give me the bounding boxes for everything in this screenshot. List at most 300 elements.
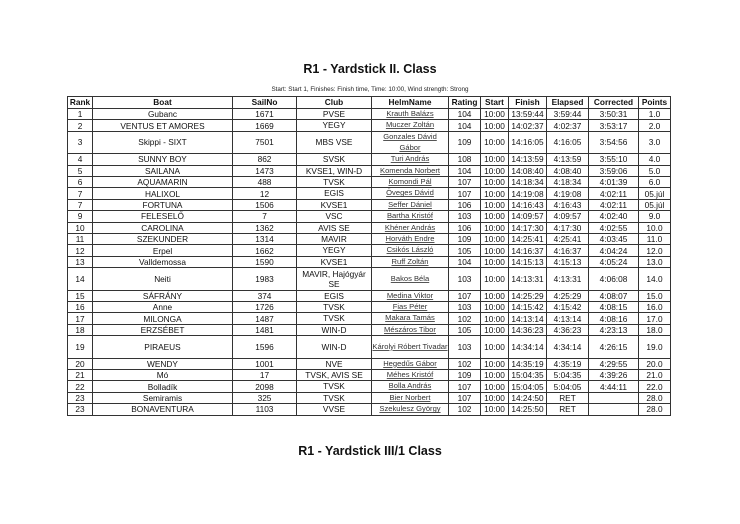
helm-name-link[interactable]: Komondi Pál [388, 177, 432, 187]
rank-cell: 9 [68, 211, 93, 222]
elapsed-cell: 4:15:42 [547, 302, 589, 313]
helm-name-link[interactable]: Ruff Zoltán [391, 256, 429, 266]
rating-cell: 102 [449, 313, 481, 324]
elapsed-cell: 4:25:29 [547, 290, 589, 301]
start-cell: 10:00 [481, 381, 509, 392]
race-info: Start: Start 1, Finishes: Finish time, Time: 10:00, Wind strength: Strong [271, 86, 469, 93]
points-cell: 05.júl [639, 199, 671, 210]
helm-name-link[interactable]: Bartha Kristóf [386, 211, 433, 221]
sailno-cell: 2098 [233, 381, 297, 392]
points-cell: 3.0 [639, 131, 671, 153]
points-cell: 10.0 [639, 222, 671, 233]
club-cell: WIN-D [297, 336, 372, 358]
finish-cell: 14:08:40 [509, 165, 547, 176]
table-row [68, 199, 671, 210]
finish-cell: 14:35:19 [509, 358, 547, 369]
rating-cell: 103 [449, 268, 481, 290]
points-cell: 28.0 [639, 392, 671, 403]
table-row [68, 131, 671, 153]
corrected-cell: 4:23:13 [589, 324, 639, 335]
elapsed-cell: 4:34:14 [547, 336, 589, 358]
points-cell: 11.0 [639, 234, 671, 245]
boat-cell: Erpel [93, 245, 233, 256]
sailno-cell: 7501 [233, 131, 297, 153]
rating-cell: 107 [449, 188, 481, 199]
finish-cell: 14:34:14 [509, 336, 547, 358]
helm-link[interactable] [372, 222, 449, 233]
start-cell: 10:00 [481, 165, 509, 176]
table-row [68, 177, 671, 188]
sailno-cell: 1596 [233, 336, 297, 358]
helm-name-link[interactable]: Medina Viktor [386, 290, 434, 300]
elapsed-cell: 4:08:40 [547, 165, 589, 176]
rank-cell: 16 [68, 302, 93, 313]
rating-cell: 108 [449, 154, 481, 165]
club-cell: MBS VSE [297, 131, 372, 153]
club-cell: EGIS [297, 188, 372, 199]
points-cell: 12.0 [639, 245, 671, 256]
table-row [68, 290, 671, 301]
points-cell: 9.0 [639, 211, 671, 222]
rank-cell: 20 [68, 358, 93, 369]
helm-link[interactable] [372, 381, 449, 392]
start-cell: 10:00 [481, 302, 509, 313]
finish-cell: 14:19:08 [509, 188, 547, 199]
finish-cell: 14:36:23 [509, 324, 547, 335]
sailno-cell: 862 [233, 154, 297, 165]
helm-link[interactable] [372, 211, 449, 222]
start-cell: 10:00 [481, 336, 509, 358]
start-cell: 10:00 [481, 199, 509, 210]
helm-link[interactable] [372, 165, 449, 176]
club-cell: PVSE [297, 109, 372, 120]
boat-cell: Skippi - SIXT [93, 131, 233, 153]
table-row [68, 358, 671, 369]
club-cell: MAVIR [297, 234, 372, 245]
helm-name-link[interactable]: Gonzales Dávid Gábor [383, 132, 437, 152]
rating-cell: 102 [449, 404, 481, 415]
start-cell: 10:00 [481, 392, 509, 403]
helm-link[interactable] [372, 245, 449, 256]
helm-name-link[interactable]: Méhes Kristóf [386, 370, 434, 380]
helm-name-link[interactable]: Fias Péter [392, 302, 428, 312]
sailno-cell: 1506 [233, 199, 297, 210]
sailno-cell: 325 [233, 392, 297, 403]
points-cell: 14.0 [639, 268, 671, 290]
corrected-cell: 4:02:11 [589, 199, 639, 210]
points-cell: 16.0 [639, 302, 671, 313]
finish-cell: 14:13:59 [509, 154, 547, 165]
table-row [68, 381, 671, 392]
finish-cell: 14:16:05 [509, 131, 547, 153]
table-row [68, 256, 671, 267]
corrected-cell: 4:44:11 [589, 381, 639, 392]
col-rating: Rating [449, 97, 481, 109]
boat-cell: Semiramis [93, 392, 233, 403]
corrected-cell: 4:08:07 [589, 290, 639, 301]
rating-cell: 109 [449, 131, 481, 153]
club-cell: TVSK [297, 302, 372, 313]
start-cell: 10:00 [481, 188, 509, 199]
helm-name-link[interactable]: Öveges Dávid [386, 188, 434, 198]
start-cell: 10:00 [481, 120, 509, 131]
boat-cell: Gubanc [93, 109, 233, 120]
club-cell: WIN-D [297, 324, 372, 335]
rating-cell: 109 [449, 370, 481, 381]
points-cell: 22.0 [639, 381, 671, 392]
points-cell: 05.júl [639, 188, 671, 199]
helm-link[interactable] [372, 404, 449, 415]
elapsed-cell: 4:02:37 [547, 120, 589, 131]
corrected-cell: 4:03:45 [589, 234, 639, 245]
corrected-cell: 4:01:39 [589, 177, 639, 188]
sailno-cell: 1983 [233, 268, 297, 290]
col-points: Points [639, 97, 671, 109]
corrected-cell: 4:05:24 [589, 256, 639, 267]
sailno-cell: 12 [233, 188, 297, 199]
table-row [68, 120, 671, 131]
table-row [68, 188, 671, 199]
corrected-cell [589, 404, 639, 415]
club-cell: KVSE1 [297, 256, 372, 267]
rating-cell: 103 [449, 336, 481, 358]
table-row [68, 268, 671, 290]
club-cell: KVSE1, WIN-D [297, 165, 372, 176]
boat-cell: PIRAEUS [93, 336, 233, 358]
finish-cell: 14:18:34 [509, 177, 547, 188]
elapsed-cell: RET [547, 392, 589, 403]
helm-name-link[interactable]: Bolla András [388, 381, 432, 391]
helm-name-link[interactable]: Krauth Balázs [386, 109, 434, 118]
col-club: Club [297, 97, 372, 109]
header-row [68, 97, 671, 109]
rating-cell: 105 [449, 245, 481, 256]
points-cell: 17.0 [639, 313, 671, 324]
rank-cell: 7 [68, 188, 93, 199]
boat-cell: Neiti [93, 268, 233, 290]
rating-cell: 105 [449, 324, 481, 335]
club-cell: TVSK [297, 177, 372, 188]
rank-cell: 2 [68, 120, 93, 131]
points-cell: 2.0 [639, 120, 671, 131]
club-cell: VSC [297, 211, 372, 222]
sailno-cell: 1669 [233, 120, 297, 131]
col-rank: Rank [68, 97, 93, 109]
boat-cell: MILONGA [93, 313, 233, 324]
rating-cell: 102 [449, 358, 481, 369]
corrected-cell: 4:08:15 [589, 302, 639, 313]
helm-name-link[interactable]: Hegedűs Gábor [383, 358, 437, 368]
helm-name-link[interactable]: Mészáros Tibor [384, 324, 436, 334]
boat-cell: SUNNY BOY [93, 154, 233, 165]
table-row [68, 234, 671, 245]
boat-cell: FELESELŐ [93, 211, 233, 222]
helm-name-link[interactable]: Szekulesz György [379, 404, 441, 414]
sailno-cell: 1590 [233, 256, 297, 267]
club-cell: VVSE [297, 404, 372, 415]
table-row [68, 211, 671, 222]
corrected-cell: 3:53:17 [589, 120, 639, 131]
club-cell: NVE [297, 358, 372, 369]
points-cell: 13.0 [639, 256, 671, 267]
elapsed-cell: 4:13:31 [547, 268, 589, 290]
finish-cell: 14:15:42 [509, 302, 547, 313]
club-cell: KVSE1 [297, 199, 372, 210]
helm-name-link[interactable]: Muczer Zoltán [385, 120, 435, 130]
helm-link[interactable] [372, 313, 449, 324]
class-title: R1 - Yardstick II. Class [303, 62, 437, 76]
boat-cell: ERZSÉBET [93, 324, 233, 335]
rank-cell: 23 [68, 404, 93, 415]
rating-cell: 103 [449, 302, 481, 313]
sailno-cell: 1487 [233, 313, 297, 324]
helm-name-link[interactable]: Turi András [390, 154, 430, 164]
helm-name-link[interactable]: Bakos Béla [390, 273, 430, 283]
boat-cell: HALIXOL [93, 188, 233, 199]
helm-link[interactable] [372, 370, 449, 381]
helm-link[interactable] [372, 177, 449, 188]
finish-cell: 14:16:43 [509, 199, 547, 210]
helm-link[interactable] [372, 256, 449, 267]
sailno-cell: 1103 [233, 404, 297, 415]
points-cell: 18.0 [639, 324, 671, 335]
sailno-cell: 7 [233, 211, 297, 222]
helm-link[interactable] [372, 336, 449, 358]
rating-cell: 106 [449, 222, 481, 233]
club-cell: TVSK [297, 381, 372, 392]
rating-cell: 104 [449, 256, 481, 267]
sailno-cell: 1001 [233, 358, 297, 369]
corrected-cell [589, 392, 639, 403]
finish-cell: 14:24:50 [509, 392, 547, 403]
helm-link[interactable] [372, 302, 449, 313]
start-cell: 10:00 [481, 211, 509, 222]
boat-cell: BONAVENTURA [93, 404, 233, 415]
rating-cell: 107 [449, 381, 481, 392]
corrected-cell: 3:50:31 [589, 109, 639, 120]
helm-name-link[interactable]: Komenda Norbert [380, 165, 440, 175]
col-elapsed: Elapsed [547, 97, 589, 109]
table-row [68, 313, 671, 324]
finish-cell: 14:25:41 [509, 234, 547, 245]
boat-cell: SZEKUNDER [93, 234, 233, 245]
helm-name-link[interactable]: Bier Norbert [389, 392, 431, 402]
rating-cell: 103 [449, 211, 481, 222]
table-row [68, 245, 671, 256]
elapsed-cell: 4:16:05 [547, 131, 589, 153]
start-cell: 10:00 [481, 109, 509, 120]
col-helmname: HelmName [372, 97, 449, 109]
start-cell: 10:00 [481, 222, 509, 233]
rank-cell: 11 [68, 234, 93, 245]
elapsed-cell: 4:36:23 [547, 324, 589, 335]
helm-name-link[interactable]: Horváth Endre [385, 234, 435, 244]
club-cell: EGIS [297, 290, 372, 301]
sailno-cell: 374 [233, 290, 297, 301]
helm-link[interactable] [372, 109, 449, 120]
start-cell: 10:00 [481, 324, 509, 335]
start-cell: 10:00 [481, 404, 509, 415]
helm-name-link[interactable]: Csikós László [386, 245, 434, 255]
helm-link[interactable] [372, 188, 449, 199]
rank-cell: 1 [68, 109, 93, 120]
boat-cell: Mó [93, 370, 233, 381]
points-cell: 21.0 [639, 370, 671, 381]
rating-cell: 104 [449, 165, 481, 176]
start-cell: 10:00 [481, 290, 509, 301]
sailno-cell: 1726 [233, 302, 297, 313]
finish-cell: 14:25:29 [509, 290, 547, 301]
col-start: Start [481, 97, 509, 109]
helm-link[interactable] [372, 154, 449, 165]
table-row [68, 165, 671, 176]
boat-cell: VENTUS ET AMORES [93, 120, 233, 131]
elapsed-cell: 4:17:30 [547, 222, 589, 233]
rank-cell: 19 [68, 336, 93, 358]
sailno-cell: 1671 [233, 109, 297, 120]
rank-cell: 14 [68, 268, 93, 290]
corrected-cell: 4:26:15 [589, 336, 639, 358]
rank-cell: 6 [68, 177, 93, 188]
start-cell: 10:00 [481, 256, 509, 267]
table-row [68, 370, 671, 381]
rank-cell: 18 [68, 324, 93, 335]
sailno-cell: 488 [233, 177, 297, 188]
elapsed-cell: 4:15:13 [547, 256, 589, 267]
elapsed-cell: 4:19:08 [547, 188, 589, 199]
sailno-cell: 1481 [233, 324, 297, 335]
table-row [68, 154, 671, 165]
elapsed-cell: 4:18:34 [547, 177, 589, 188]
sailno-cell: 1362 [233, 222, 297, 233]
helm-link[interactable] [372, 358, 449, 369]
finish-cell: 14:16:37 [509, 245, 547, 256]
start-cell: 10:00 [481, 177, 509, 188]
rank-cell: 10 [68, 222, 93, 233]
start-cell: 10:00 [481, 268, 509, 290]
rating-cell: 106 [449, 199, 481, 210]
boat-cell: CAROLINA [93, 222, 233, 233]
sailno-cell: 1473 [233, 165, 297, 176]
club-cell: MAVIR, Hajógyár SE [297, 268, 372, 290]
rating-cell: 107 [449, 177, 481, 188]
elapsed-cell: 4:25:41 [547, 234, 589, 245]
elapsed-cell: 4:13:59 [547, 154, 589, 165]
rank-cell: 13 [68, 256, 93, 267]
rating-cell: 104 [449, 120, 481, 131]
corrected-cell: 3:54:56 [589, 131, 639, 153]
table-row [68, 302, 671, 313]
finish-cell: 15:04:05 [509, 381, 547, 392]
elapsed-cell: 5:04:05 [547, 381, 589, 392]
finish-cell: 14:09:57 [509, 211, 547, 222]
sailno-cell: 17 [233, 370, 297, 381]
club-cell: YEGY [297, 245, 372, 256]
boat-cell: Bolladík [93, 381, 233, 392]
helm-link[interactable] [372, 324, 449, 335]
results-table [67, 96, 671, 416]
helm-link[interactable] [372, 268, 449, 290]
points-cell: 20.0 [639, 358, 671, 369]
elapsed-cell: RET [547, 404, 589, 415]
helm-name-link[interactable]: Seffer Dániel [388, 199, 432, 209]
finish-cell: 13:59:44 [509, 109, 547, 120]
boat-cell: Anne [93, 302, 233, 313]
rating-cell: 107 [449, 392, 481, 403]
helm-link[interactable] [372, 199, 449, 210]
finish-cell: 14:15:13 [509, 256, 547, 267]
rating-cell: 104 [449, 109, 481, 120]
corrected-cell: 4:02:40 [589, 211, 639, 222]
helm-name-link[interactable]: Makara Tamás [385, 313, 435, 323]
finish-cell: 14:25:50 [509, 404, 547, 415]
rank-cell: 23 [68, 392, 93, 403]
corrected-cell: 3:59:06 [589, 165, 639, 176]
club-cell: TVSK, AVIS SE [297, 370, 372, 381]
elapsed-cell: 4:16:43 [547, 199, 589, 210]
boat-cell: AQUAMARIN [93, 177, 233, 188]
boat-cell: FORTUNA [93, 199, 233, 210]
start-cell: 10:00 [481, 234, 509, 245]
elapsed-cell: 4:09:57 [547, 211, 589, 222]
elapsed-cell: 4:16:37 [547, 245, 589, 256]
rank-cell: 15 [68, 290, 93, 301]
finish-cell: 14:13:14 [509, 313, 547, 324]
elapsed-cell: 5:04:35 [547, 370, 589, 381]
col-finish: Finish [509, 97, 547, 109]
helm-name-link[interactable]: Khéner András [384, 222, 436, 232]
corrected-cell: 4:06:08 [589, 268, 639, 290]
rank-cell: 17 [68, 313, 93, 324]
points-cell: 28.0 [639, 404, 671, 415]
rank-cell: 4 [68, 154, 93, 165]
helm-link[interactable] [372, 234, 449, 245]
points-cell: 4.0 [639, 154, 671, 165]
elapsed-cell: 3:59:44 [547, 109, 589, 120]
points-cell: 15.0 [639, 290, 671, 301]
rating-cell: 107 [449, 290, 481, 301]
finish-cell: 14:13:31 [509, 268, 547, 290]
boat-cell: Valldemossa [93, 256, 233, 267]
helm-name-link[interactable]: Károlyi Róbert Tivadar [372, 341, 448, 351]
helm-link[interactable] [372, 120, 449, 131]
corrected-cell: 4:39:26 [589, 370, 639, 381]
corrected-cell: 4:04:24 [589, 245, 639, 256]
helm-link[interactable] [372, 392, 449, 403]
table-row [68, 392, 671, 403]
corrected-cell: 4:02:11 [589, 188, 639, 199]
club-cell: SVSK [297, 154, 372, 165]
points-cell: 6.0 [639, 177, 671, 188]
elapsed-cell: 4:35:19 [547, 358, 589, 369]
table-row [68, 324, 671, 335]
corrected-cell: 3:55:10 [589, 154, 639, 165]
helm-link[interactable] [372, 290, 449, 301]
col-boat: Boat [93, 97, 233, 109]
points-cell: 19.0 [639, 336, 671, 358]
rating-cell: 109 [449, 234, 481, 245]
club-cell: AVIS SE [297, 222, 372, 233]
helm-link[interactable] [372, 131, 449, 153]
boat-cell: SÁFRÁNY [93, 290, 233, 301]
corrected-cell: 4:29:55 [589, 358, 639, 369]
club-cell: YEGY [297, 120, 372, 131]
club-cell: TVSK [297, 392, 372, 403]
start-cell: 10:00 [481, 358, 509, 369]
start-cell: 10:00 [481, 313, 509, 324]
rank-cell: 12 [68, 245, 93, 256]
finish-cell: 14:17:30 [509, 222, 547, 233]
